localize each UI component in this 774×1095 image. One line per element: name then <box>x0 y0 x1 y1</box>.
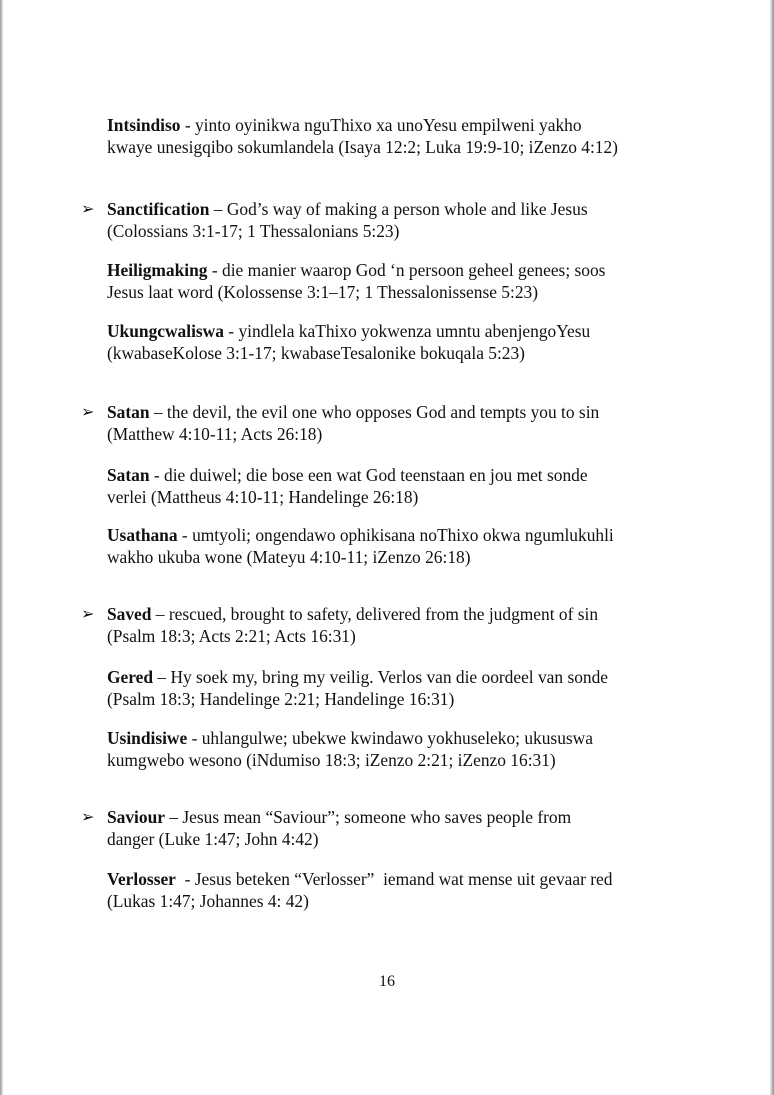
entry-line-1 <box>107 259 667 281</box>
entry-separator: – <box>209 199 227 219</box>
entry-definition: yindlela kaThixo yokwenza umntu abenjengoYesu <box>238 321 591 341</box>
entry-line-1 <box>107 401 667 423</box>
entry-separator: - <box>149 465 165 485</box>
entry-definition: die manier waarop God ‘n persoon geheel genees; soos <box>222 260 606 280</box>
entry-term: Saved <box>107 604 152 624</box>
glossary-entry-usathana <box>107 524 667 568</box>
entry-definition: God’s way of making a person whole and like Jesus <box>226 199 588 219</box>
entry-definition: yinto oyinikwa nguThixo xa unoYesu empilweni yakho <box>194 115 582 135</box>
entry-separator: - <box>177 525 193 545</box>
entry-line-1 <box>107 666 667 688</box>
entry-separator: - <box>207 260 222 280</box>
entry-line-2: verlei (Mattheus 4:10-11; Handelinge 26:18) <box>107 487 419 507</box>
entry-term: Intsindiso <box>107 115 181 135</box>
glossary-entry-intsindiso <box>107 114 667 158</box>
glossary-entry-verlosser <box>107 868 667 912</box>
entry-line-2: (Matthew 4:10-11; Acts 26:18) <box>107 424 323 444</box>
entry-line-1 <box>107 868 667 890</box>
entry-line-2: danger (Luke 1:47; John 4:42) <box>107 829 319 849</box>
entry-definition: the devil, the evil one who opposes God and tempts you to sin <box>166 402 600 422</box>
entry-definition: rescued, brought to safety, delivered from the judgment of sin <box>168 604 599 624</box>
entry-line-1 <box>107 114 667 136</box>
entry-term: Verlosser <box>107 869 176 889</box>
entry-line-2: (Colossians 3:1-17; 1 Thessalonians 5:23) <box>107 221 400 241</box>
bullet-arrow-icon: ➢ <box>81 402 95 421</box>
entry-line-1 <box>107 320 667 342</box>
entry-separator: - <box>187 728 202 748</box>
entry-separator: - <box>223 321 239 341</box>
bullet-arrow-icon: ➢ <box>81 604 95 623</box>
entry-term: Heiligmaking <box>107 260 208 280</box>
entry-separator: - <box>180 115 195 135</box>
entry-line-2: (Psalm 18:3; Handelinge 2:21; Handelinge 16:31) <box>107 689 455 709</box>
scan-edge-left <box>0 0 3 1095</box>
entry-definition: die duiwel; die bose een wat God teenstaan en jou met sonde <box>164 465 588 485</box>
entry-line-1 <box>107 603 667 625</box>
entry-definition: uhlangulwe; ubekwe kwindawo yokhuseleko; ukususwa <box>201 728 593 748</box>
entry-definition: Jesus beteken “Verlosser” iemand wat mense uit gevaar red <box>194 869 613 889</box>
glossary-entry-saviour <box>107 806 667 850</box>
glossary-entry-usindisiwe <box>107 727 667 771</box>
bullet-arrow-icon: ➢ <box>81 807 95 826</box>
entry-line-2: Jesus laat word (Kolossense 3:1–17; 1 Thessalonissense 5:23) <box>107 282 539 302</box>
entry-term: Satan <box>107 402 150 422</box>
entry-line-1 <box>107 464 667 486</box>
entry-term: Satan <box>107 465 150 485</box>
entry-separator: – <box>151 604 169 624</box>
entry-line-2: (Psalm 18:3; Acts 2:21; Acts 16:31) <box>107 626 356 646</box>
entry-line-1 <box>107 524 667 546</box>
entry-line-2: kwaye unesigqibo sokumlandela (Isaya 12:2; Luka 19:9-10; iZenzo 4:12) <box>107 137 618 157</box>
entry-separator: – <box>164 807 183 827</box>
entry-line-1 <box>107 806 667 828</box>
glossary-entry-gered <box>107 666 667 710</box>
entry-term: Saviour <box>107 807 165 827</box>
entry-separator: – <box>153 667 171 687</box>
bullet-arrow-icon: ➢ <box>81 199 95 218</box>
glossary-entry-satan <box>107 401 667 445</box>
glossary-entry-ukungcwaliswa <box>107 320 667 364</box>
page-number: 16 <box>379 973 395 990</box>
entry-term: Gered <box>107 667 154 687</box>
scan-edge-right <box>770 0 774 1095</box>
entry-line-1 <box>107 198 667 220</box>
entry-line-1 <box>107 727 667 749</box>
entry-line-2: kumgwebo wesono (iNdumiso 18:3; iZenzo 2:21; iZenzo 16:31) <box>107 750 556 770</box>
glossary-entry-satan-af <box>107 464 667 508</box>
glossary-entry-sanctification <box>107 198 667 242</box>
glossary-entry-heiligmaking <box>107 259 667 303</box>
entry-term: Usindisiwe <box>107 728 188 748</box>
entry-separator: - <box>175 869 195 889</box>
entry-term: Usathana <box>107 525 178 545</box>
entry-line-2: wakho ukuba wone (Mateyu 4:10-11; iZenzo 26:18) <box>107 547 471 567</box>
entry-definition: Hy soek my, bring my veilig. Verlos van die oordeel van sonde <box>170 667 609 687</box>
entry-definition: umtyoli; ongendawo ophikisana noThixo okwa ngumlukuhli <box>192 525 614 545</box>
glossary-entry-saved <box>107 603 667 647</box>
entry-definition: Jesus mean “Saviour”; someone who saves people from <box>182 807 572 827</box>
entry-term: Sanctification <box>107 199 210 219</box>
entry-line-2: (kwabaseKolose 3:1-17; kwabaseTesalonike bokuqala 5:23) <box>107 343 525 363</box>
entry-separator: – <box>149 402 167 422</box>
entry-line-2: (Lukas 1:47; Johannes 4: 42) <box>107 891 309 911</box>
entry-term: Ukungcwaliswa <box>107 321 224 341</box>
